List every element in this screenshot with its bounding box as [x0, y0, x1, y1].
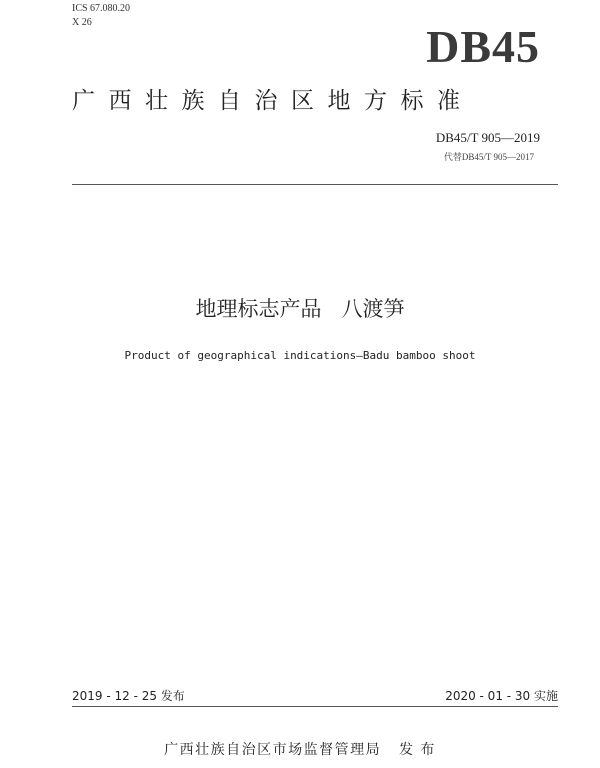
standard-type-title: 广西壮族自治区地方标准 — [72, 88, 474, 114]
classification-code: X 26 — [72, 17, 92, 28]
issue-date: 2019 - 12 - 25 发布 — [72, 689, 185, 703]
standard-logo: DB45 — [426, 21, 540, 72]
ics-code: ICS 67.080.20 — [72, 3, 131, 14]
standard-number: DB45/T 905—2019 — [435, 130, 540, 145]
implementation-date: 2020 - 01 - 30 实施 — [445, 689, 558, 703]
bottom-divider — [72, 706, 558, 707]
replaces-note: 代替DB45/T 905—2017 — [443, 152, 534, 162]
document-title-english: Product of geographical indications—Badu bamboo shoot — [124, 349, 476, 362]
document-title-chinese: 地理标志产品 八渡笋 — [195, 297, 405, 321]
top-divider — [72, 184, 558, 185]
issuing-authority: 广西壮族自治区市场监督管理局 发 布 — [164, 742, 436, 758]
